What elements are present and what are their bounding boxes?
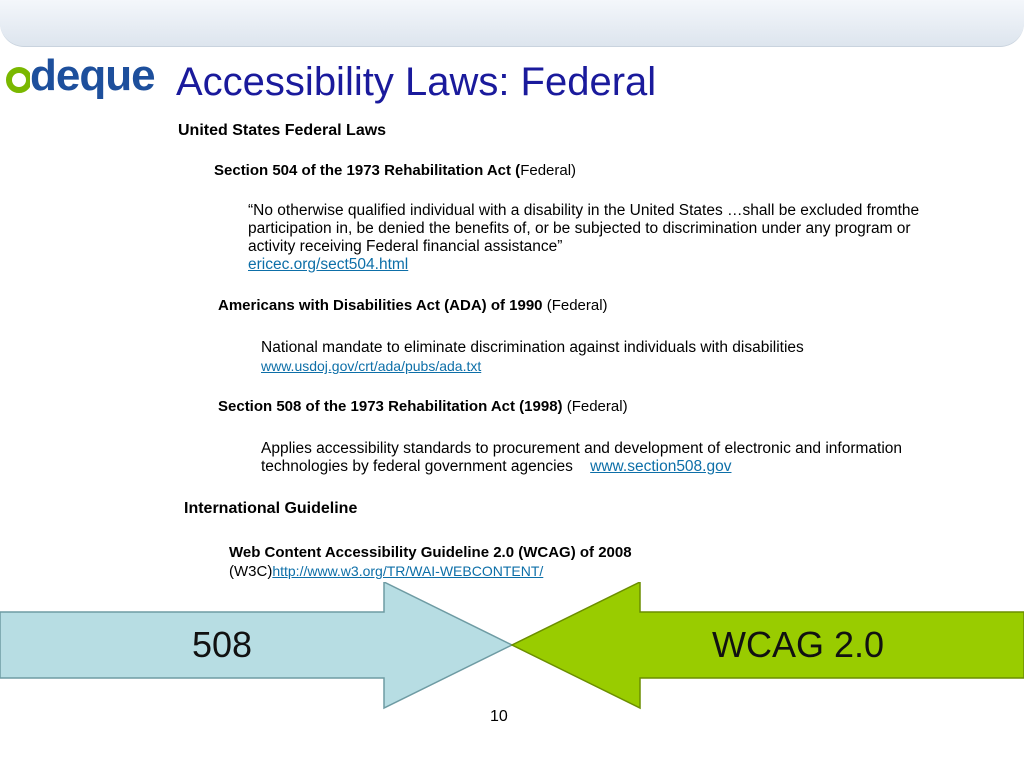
section504-title: Section 504 of the 1973 Rehabilitation Act (	[214, 162, 521, 179]
section508-qualifier: (Federal)	[562, 398, 628, 415]
section508-heading	[218, 398, 628, 415]
section504-qualifier: Federal)	[520, 162, 577, 179]
ada-qualifier: (Federal)	[542, 297, 608, 314]
ada-description	[261, 339, 961, 376]
logo-text: deque	[30, 51, 155, 100]
section504-description	[248, 202, 948, 274]
wcag-item	[229, 544, 849, 581]
ada-heading	[218, 297, 608, 314]
page-number: 10	[490, 708, 508, 725]
us-laws-heading: United States Federal Laws	[178, 122, 387, 139]
wcag-title: Web Content Accessibility Guideline 2.0 (WCAG) of 2008	[229, 544, 632, 561]
ada-text: National mandate to eliminate discrimination against individuals with disabilities	[261, 339, 804, 356]
section504-quote: “No otherwise qualified individual with a disability in the United States …shall be excluded fromthe participation in, be denied the benefits of, or be subjected to discrimination under any program or activity receiving Federal financial assistance”	[248, 202, 920, 255]
arrow-wcag-label: WCAG 2.0	[712, 624, 885, 665]
section508-link[interactable]: www.section508.gov	[590, 458, 732, 475]
section508-description	[261, 440, 951, 476]
ada-link[interactable]: www.usdoj.gov/crt/ada/pubs/ada.txt	[261, 358, 482, 374]
logo-mark-icon	[2, 65, 30, 93]
international-heading: International Guideline	[184, 500, 358, 517]
wcag-org: (W3C)	[229, 563, 273, 580]
ada-title: Americans with Disabilities Act (ADA) of 1990	[218, 297, 543, 314]
section504-link[interactable]: ericec.org/sect504.html	[248, 256, 409, 273]
wcag-link[interactable]: http://www.w3.org/TR/WAI-WEBCONTENT/	[272, 563, 544, 579]
slide-title: Accessibility Laws: Federal	[176, 60, 657, 104]
top-banner	[0, 0, 1024, 47]
section508-title: Section 508 of the 1973 Rehabilitation Act (1998)	[218, 398, 563, 415]
section504-heading	[214, 162, 576, 179]
section508-text: Applies accessibility standards to procurement and development of electronic and information technologies by federal government agencies	[261, 440, 903, 475]
arrow-508	[0, 582, 512, 708]
arrow-508-label: 508	[192, 624, 253, 665]
